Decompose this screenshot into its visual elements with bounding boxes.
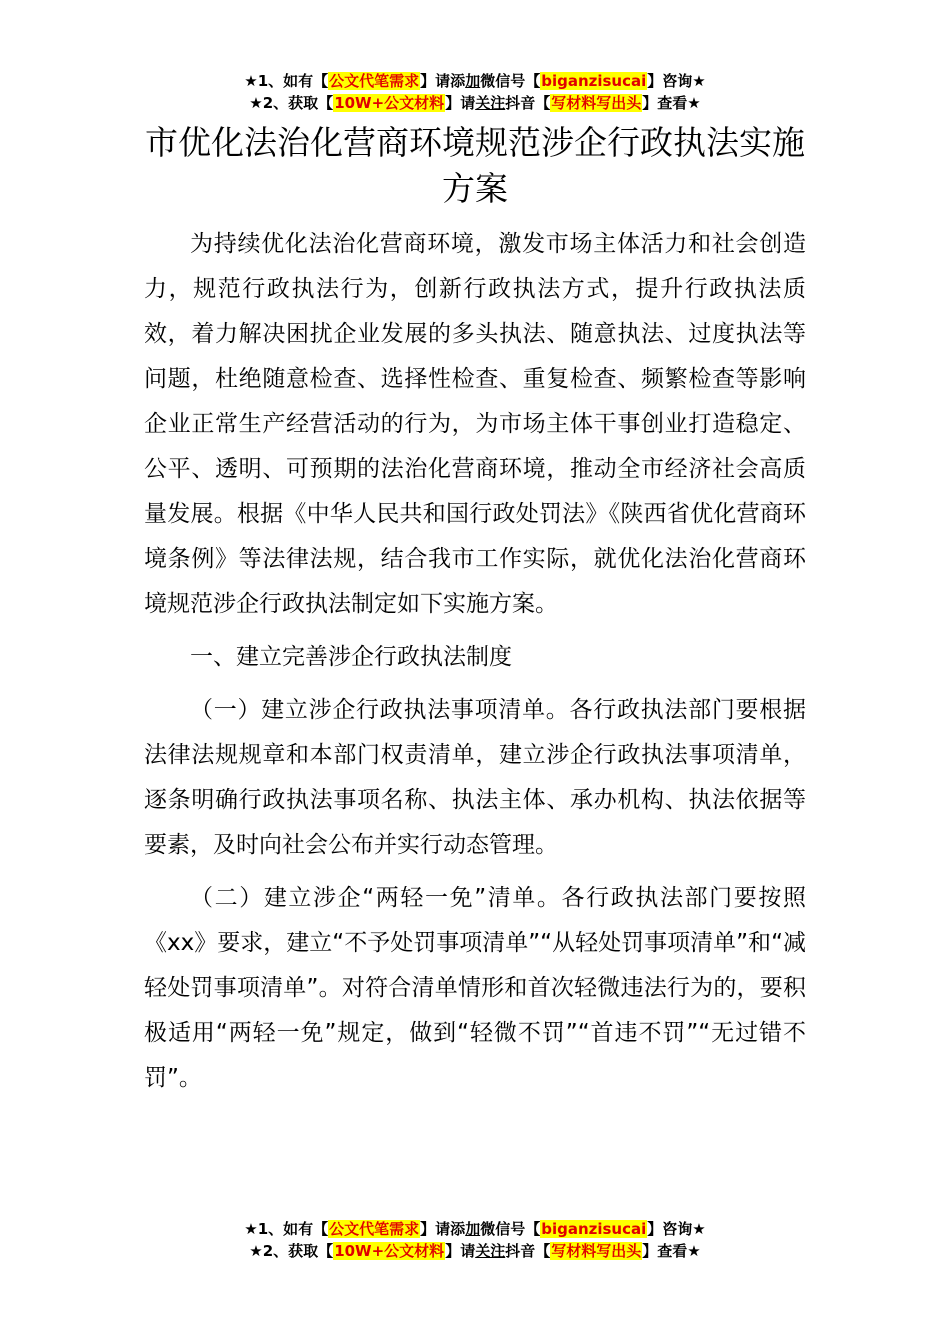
banner-line-1-underlined: 加 bbox=[465, 1220, 481, 1238]
banner-line-1-suffix: 】咨询★ bbox=[647, 72, 706, 90]
banner-line-1-highlight-wechat: biganzisucai bbox=[541, 72, 647, 90]
banner-line-2-highlight-douyin: 写材料写出头 bbox=[551, 1242, 642, 1260]
banner-line-1-middle: 】请添 bbox=[420, 1220, 466, 1238]
banner-line-2-underlined: 关注 bbox=[475, 1242, 506, 1260]
banner-line-1-prefix: ★1、如有【 bbox=[244, 1220, 329, 1238]
item-2-paragraph: （二）建立涉企“两轻一免”清单。各行政执法部门要按照《xx》要求，建立“不予处罚事项清单”“从轻处罚事项清单”和“减轻处罚事项清单”。对符合清单情形和首次轻微违法行为的，要积极适用“两轻一免”规定，做到“轻微不罚”“首违不罚”“无过错不罚”。 bbox=[144, 885, 806, 1091]
banner-line-1-middle: 】请添 bbox=[420, 72, 466, 90]
item-1-paragraph: （一）建立涉企行政执法事项清单。各行政执法部门要根据法律法规规章和本部门权责清单，建立涉企行政执法事项清单，逐条明确行政执法事项名称、执法主体、承办机构、执法依据等要素，及时向社会公布并实行动态管理。 bbox=[144, 697, 806, 858]
banner-line-2-underlined: 关注 bbox=[475, 94, 506, 112]
banner-line-1-highlight-wechat: biganzisucai bbox=[541, 1220, 647, 1238]
banner-line-2-middle-2: 抖音【 bbox=[505, 94, 551, 112]
banner-line-2 bbox=[0, 92, 950, 114]
banner-line-1-suffix: 】咨询★ bbox=[647, 1220, 706, 1238]
section-1-heading: 一、建立完善涉企行政执法制度 bbox=[190, 644, 512, 670]
banner-line-2-suffix: 】查看★ bbox=[642, 1242, 701, 1260]
banner-line-2-suffix: 】查看★ bbox=[642, 94, 701, 112]
banner-line-2 bbox=[0, 1240, 950, 1262]
banner-line-1-highlight-service: 公文代笔需求 bbox=[329, 1220, 420, 1238]
banner-line-2-prefix: ★2、获取【 bbox=[249, 1242, 334, 1260]
document-body bbox=[144, 222, 806, 1109]
banner-line-2-highlight-douyin: 写材料写出头 bbox=[551, 94, 642, 112]
banner-line-1-underlined: 加 bbox=[465, 72, 481, 90]
banner-line-2-highlight-materials: 10W+公文材料 bbox=[334, 1242, 445, 1260]
banner-line-1 bbox=[0, 1218, 950, 1240]
banner-line-1-highlight-service: 公文代笔需求 bbox=[329, 72, 420, 90]
banner-line-1-middle-2: 微信号【 bbox=[480, 72, 541, 90]
top-banner bbox=[0, 70, 950, 114]
banner-line-2-highlight-materials: 10W+公文材料 bbox=[334, 94, 445, 112]
banner-line-2-middle-2: 抖音【 bbox=[505, 1242, 551, 1260]
banner-line-1 bbox=[0, 70, 950, 92]
banner-line-2-middle: 】请 bbox=[445, 1242, 476, 1260]
intro-paragraph: 为持续优化法治化营商环境，激发市场主体活力和社会创造力，规范行政执法行为，创新行政执法方式，提升行政执法质效，着力解决困扰企业发展的多头执法、随意执法、过度执法等问题，杜绝随意检查、选择性检查、重复检查、频繁检查等影响企业正常生产经营活动的行为，为市场主体干事创业打造稳定、公平、透明、可预期的法治化营商环境，推动全市经济社会高质量发展。根据《中华人民共和国行政处罚法》《陕西省优化营商环境条例》等法律法规，结合我市工作实际，就优化法治化营商环境规范涉企行政执法制定如下实施方案。 bbox=[144, 231, 806, 617]
bottom-banner bbox=[0, 1218, 950, 1262]
banner-line-2-middle: 】请 bbox=[445, 94, 476, 112]
banner-line-2-prefix: ★2、获取【 bbox=[249, 94, 334, 112]
banner-line-1-prefix: ★1、如有【 bbox=[244, 72, 329, 90]
document-title: 市优化法治化营商环境规范涉企行政执法实施方案 bbox=[145, 123, 805, 208]
banner-line-1-middle-2: 微信号【 bbox=[480, 1220, 541, 1238]
